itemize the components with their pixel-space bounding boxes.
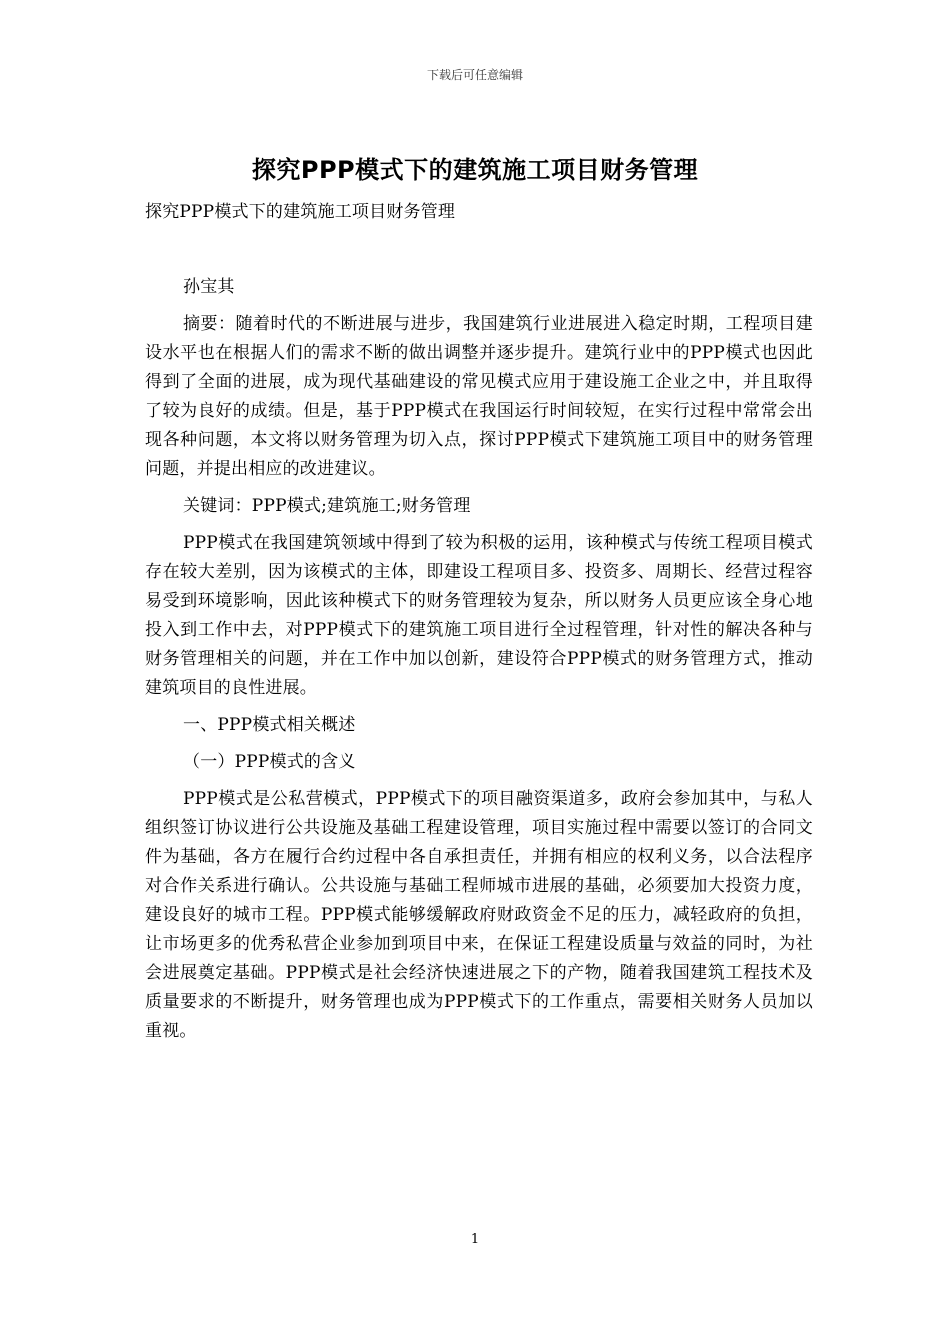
section-1-heading: 一、PPP模式相关概述 xyxy=(183,715,356,735)
document-body xyxy=(145,198,813,1054)
intro-paragraph: PPP模式在我国建筑领域中得到了较为积极的运用，该种模式与传统工程项目模式存在较大差别，因为该模式的主体，即建设工程项目多、投资多、周期长、经营过程容易受到环境影响，因此该种模式下的财务管理较为复杂，所以财务人员更应该全身心地投入到工作中去，对PPP模式下的建筑施工项目进行全过程管理，针对性的解决各种与财务管理相关的问题，并在工作中加以创新，建设符合PPP模式的财务管理方式，推动建筑项目的良性进展。 xyxy=(145,533,813,698)
page-header-note: 下载后可任意编辑 xyxy=(426,68,523,82)
section-1-1-heading: （一）PPP模式的含义 xyxy=(183,752,356,772)
author-name: 孙宝其 xyxy=(183,277,235,297)
keywords-line: 关键词：PPP模式;建筑施工;财务管理 xyxy=(183,496,471,516)
page-number: 1 xyxy=(470,1232,480,1247)
abstract-paragraph: 摘要：随着时代的不断进展与进步，我国建筑行业进展进入稳定时期，工程项目建设水平也在根据人们的需求不断的做出调整并逐步提升。建筑行业中的PPP模式也因此得到了全面的进展，成为现代基础建设的常见模式应用于建设施工企业之中，并且取得了较为良好的成绩。但是，基于PPP模式在我国运行时间较短，在实行过程中常常会出现各种问题，本文将以财务管理为切入点，探讨PPP模式下建筑施工项目中的财务管理问题，并提出相应的改进建议。 xyxy=(145,314,813,479)
section-1-1-paragraph: PPP模式是公私营模式，PPP模式下的项目融资渠道多，政府会参加其中，与私人组织签订协议进行公共设施及基础工程建设管理，项目实施过程中需要以签订的合同文件为基础，各方在履行合约过程中各自承担责任，并拥有相应的权利义务，以合法程序对合作关系进行确认。公共设施与基础工程师城市进展的基础，必须要加大投资力度，建设良好的城市工程。PPP模式能够缓解政府财政资金不足的压力，减轻政府的负担，让市场更多的优秀私营企业参加到项目中来，在保证工程建设质量与效益的同时，为社会进展奠定基础。PPP模式是社会经济快速进展之下的产物，随着我国建筑工程技术及质量要求的不断提升，财务管理也成为PPP模式下的工作重点，需要相关财务人员加以重视。 xyxy=(145,789,813,1041)
document-title: 探究PPP模式下的建筑施工项目财务管理 xyxy=(251,156,699,184)
document-subtitle: 探究PPP模式下的建筑施工项目财务管理 xyxy=(145,202,456,222)
